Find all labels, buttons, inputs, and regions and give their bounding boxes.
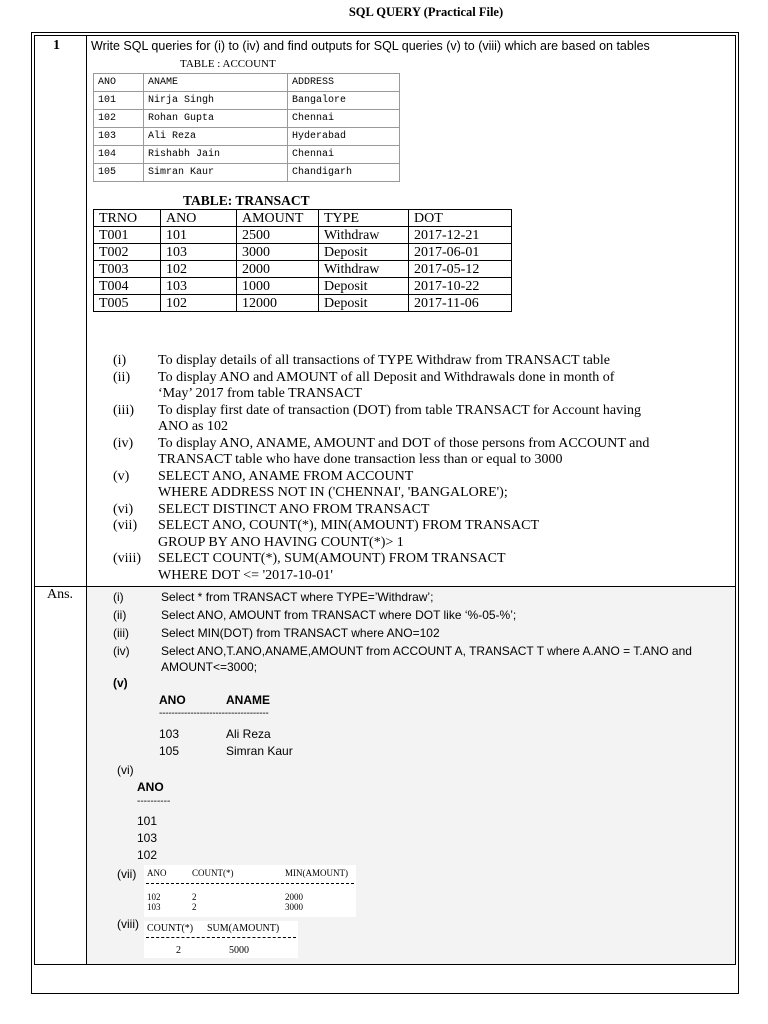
table-cell: Chennai (288, 110, 400, 128)
table-cell: 2017-11-06 (409, 295, 512, 312)
item-text: Select * from TRANSACT where TYPE=’Withdraw’; (161, 590, 434, 604)
table-header-cell: AMOUNT (237, 210, 319, 227)
table-cell: Hyderabad (288, 128, 400, 146)
table-row (94, 227, 512, 244)
table-row (94, 92, 400, 110)
output-cell: 103 (159, 727, 180, 741)
table-cell: 103 (161, 278, 237, 295)
table-header-cell: ADDRESS (288, 74, 400, 92)
table-row (94, 128, 400, 146)
item-number: (iii) (113, 402, 134, 418)
item-text: AMOUNT<=3000; (161, 660, 258, 674)
list-item (113, 624, 733, 642)
table-cell: Deposit (319, 295, 409, 312)
item-text: ANO as 102 (158, 419, 228, 434)
question-intro: Write SQL queries for (i) to (iv) and find outputs for SQL queries (v) to (viii) which are based on tables (91, 39, 650, 53)
answer-label: Ans. (47, 587, 74, 602)
item-text: SELECT ANO, COUNT(*), MIN(AMOUNT) FROM TRANSACT (158, 518, 539, 533)
table-row (94, 244, 512, 261)
question-box (31, 32, 739, 994)
table-row (94, 110, 400, 128)
answer-v-number: (v) (113, 676, 128, 690)
output-cell: Ali Reza (226, 727, 271, 741)
answer-viii-number: (viii) (117, 917, 139, 931)
transact-table-caption: TABLE: TRANSACT (183, 193, 310, 208)
item-number: (iii) (113, 626, 129, 640)
list-item (113, 436, 733, 469)
page-title: SQL QUERY (Practical File) (348, 5, 504, 19)
table-cell: Simran Kaur (144, 164, 288, 182)
list-item (113, 469, 733, 502)
item-number: (iv) (113, 435, 134, 451)
item-text: To display first date of transaction (DOT) from table TRANSACT for Account having (158, 402, 641, 418)
output-cell: 101 (137, 814, 158, 828)
table-cell: T005 (94, 295, 161, 312)
item-number: (ii) (113, 608, 127, 622)
table-cell: Chandigarh (288, 164, 400, 182)
output-header-cell: COUNT(*) (147, 923, 194, 934)
item-number: (i) (113, 590, 124, 604)
table-cell: T002 (94, 244, 161, 261)
item-number: (viii) (113, 551, 141, 566)
item-text: GROUP BY ANO HAVING COUNT(*)> 1 (158, 534, 404, 550)
table-cell: 2017-12-21 (409, 227, 512, 244)
list-item (113, 588, 733, 606)
output-header-cell: ANO (137, 780, 164, 794)
output-cell: 2 (192, 892, 197, 902)
item-text: SELECT DISTINCT ANO FROM TRANSACT (158, 501, 430, 517)
table-cell: 101 (161, 227, 237, 244)
account-table-caption: TABLE : ACCOUNT (180, 58, 276, 70)
table-cell: 102 (161, 295, 237, 312)
item-text: To display ANO and AMOUNT of all Deposit and Withdrawals done in month of (158, 369, 615, 385)
table-cell: 103 (161, 244, 237, 261)
table-cell: 2000 (237, 261, 319, 278)
account-table (93, 73, 400, 182)
table-row (94, 146, 400, 164)
item-text: Select ANO, AMOUNT from TRANSACT where DOT like ‘%-05-%’; (161, 608, 517, 622)
table-cell: T003 (94, 261, 161, 278)
table-cell: 103 (94, 128, 144, 146)
table-header-cell: ANO (94, 74, 144, 92)
item-text: To display ANO, ANAME, AMOUNT and DOT of those persons from ACCOUNT and (158, 435, 650, 451)
output-cell: 103 (147, 902, 161, 912)
item-text: To display details of all transactions of TYPE Withdraw from TRANSACT table (158, 353, 610, 368)
item-text: TRANSACT table who have done transaction less than or equal to 3000 (158, 452, 563, 467)
output-cell: 103 (137, 831, 158, 845)
item-number: (v) (113, 468, 130, 484)
item-text: WHERE DOT <= '2017-10-01' (158, 567, 333, 583)
output-cell: 2 (176, 945, 181, 956)
table-cell: Chennai (288, 146, 400, 164)
table-cell: 102 (94, 110, 144, 128)
table-cell: Deposit (319, 244, 409, 261)
list-item (113, 606, 733, 624)
output-header-cell: MIN(AMOUNT) (285, 868, 348, 878)
table-cell: Rishabh Jain (144, 146, 288, 164)
table-cell: 2500 (237, 227, 319, 244)
item-text: Select MIN(DOT) from TRANSACT where ANO=102 (161, 626, 440, 640)
output-cell: 5000 (229, 945, 249, 956)
table-cell: 105 (94, 164, 144, 182)
item-number: (vi) (113, 501, 134, 517)
output-cell: 3000 (285, 902, 303, 912)
output-cell: 102 (137, 848, 158, 862)
table-cell: Deposit (319, 278, 409, 295)
table-cell: Bangalore (288, 92, 400, 110)
item-text: SELECT COUNT(*), SUM(AMOUNT) FROM TRANSACT (158, 551, 506, 566)
item-number: (i) (113, 353, 127, 368)
list-item (113, 370, 733, 403)
output-header-cell: SUM(AMOUNT) (207, 923, 280, 934)
table-row (94, 261, 512, 278)
output-cell: 2 (192, 902, 197, 912)
table-header-cell: ANO (161, 210, 237, 227)
answer-vi-number: (vi) (117, 763, 134, 777)
item-text: SELECT ANO, ANAME FROM ACCOUNT (158, 468, 414, 484)
table-header-row (94, 74, 400, 92)
output-header-cell: ANAME (226, 693, 270, 707)
item-text: WHERE ADDRESS NOT IN ('CHENNAI', 'BANGALORE'); (158, 485, 508, 500)
list-item (113, 353, 733, 370)
table-header-row (94, 210, 512, 227)
table-cell: 2017-05-12 (409, 261, 512, 278)
table-cell: 2017-06-01 (409, 244, 512, 261)
item-text: Select ANO,T.ANO,ANAME,AMOUNT from ACCOUNT A, TRANSACT T where A.ANO = T.ANO and (161, 644, 692, 658)
list-item (113, 502, 733, 519)
table-cell: Rohan Gupta (144, 110, 288, 128)
table-header-cell: TRNO (94, 210, 161, 227)
answer-list (113, 588, 733, 675)
output-cell: 2000 (285, 892, 303, 902)
table-cell: 3000 (237, 244, 319, 261)
table-cell: T004 (94, 278, 161, 295)
list-item (113, 642, 733, 675)
table-header-cell: TYPE (319, 210, 409, 227)
table-row (94, 164, 400, 182)
item-number: (vii) (113, 518, 138, 533)
table-cell: T001 (94, 227, 161, 244)
table-cell: 102 (161, 261, 237, 278)
output-cell: 102 (147, 892, 161, 902)
table-row (94, 278, 512, 295)
table-cell: 101 (94, 92, 144, 110)
table-cell: Nirja Singh (144, 92, 288, 110)
output-divider: ----------------------------------- (159, 708, 269, 719)
output-cell: Simran Kaur (226, 744, 293, 758)
table-cell: Ali Reza (144, 128, 288, 146)
answer-divider (35, 586, 735, 587)
table-header-cell: ANAME (144, 74, 288, 92)
output-cell: 105 (159, 744, 180, 758)
output-image-viii (144, 921, 298, 958)
question-list (113, 353, 733, 584)
table-header-cell: DOT (409, 210, 512, 227)
table-cell: 2017-10-22 (409, 278, 512, 295)
question-number: 1 (53, 38, 60, 53)
item-number: (iv) (113, 644, 130, 658)
table-row (94, 295, 512, 312)
output-header-cell: ANO (159, 693, 186, 707)
table-cell: 12000 (237, 295, 319, 312)
list-item (113, 518, 733, 551)
output-divider: ---------- (137, 796, 171, 807)
output-image-vii (144, 865, 356, 917)
output-header-cell: ANO (147, 868, 167, 878)
question-table (34, 35, 736, 965)
answer-vii-number: (vii) (117, 867, 137, 881)
table-cell: Withdraw (319, 227, 409, 244)
item-text: ‘May’ 2017 from table TRANSACT (158, 386, 363, 401)
list-item (113, 551, 733, 584)
table-cell: 1000 (237, 278, 319, 295)
output-header-cell: COUNT(*) (192, 868, 234, 878)
table-cell: 104 (94, 146, 144, 164)
item-number: (ii) (113, 369, 131, 385)
list-item (113, 403, 733, 436)
transact-table (93, 209, 512, 312)
table-cell: Withdraw (319, 261, 409, 278)
